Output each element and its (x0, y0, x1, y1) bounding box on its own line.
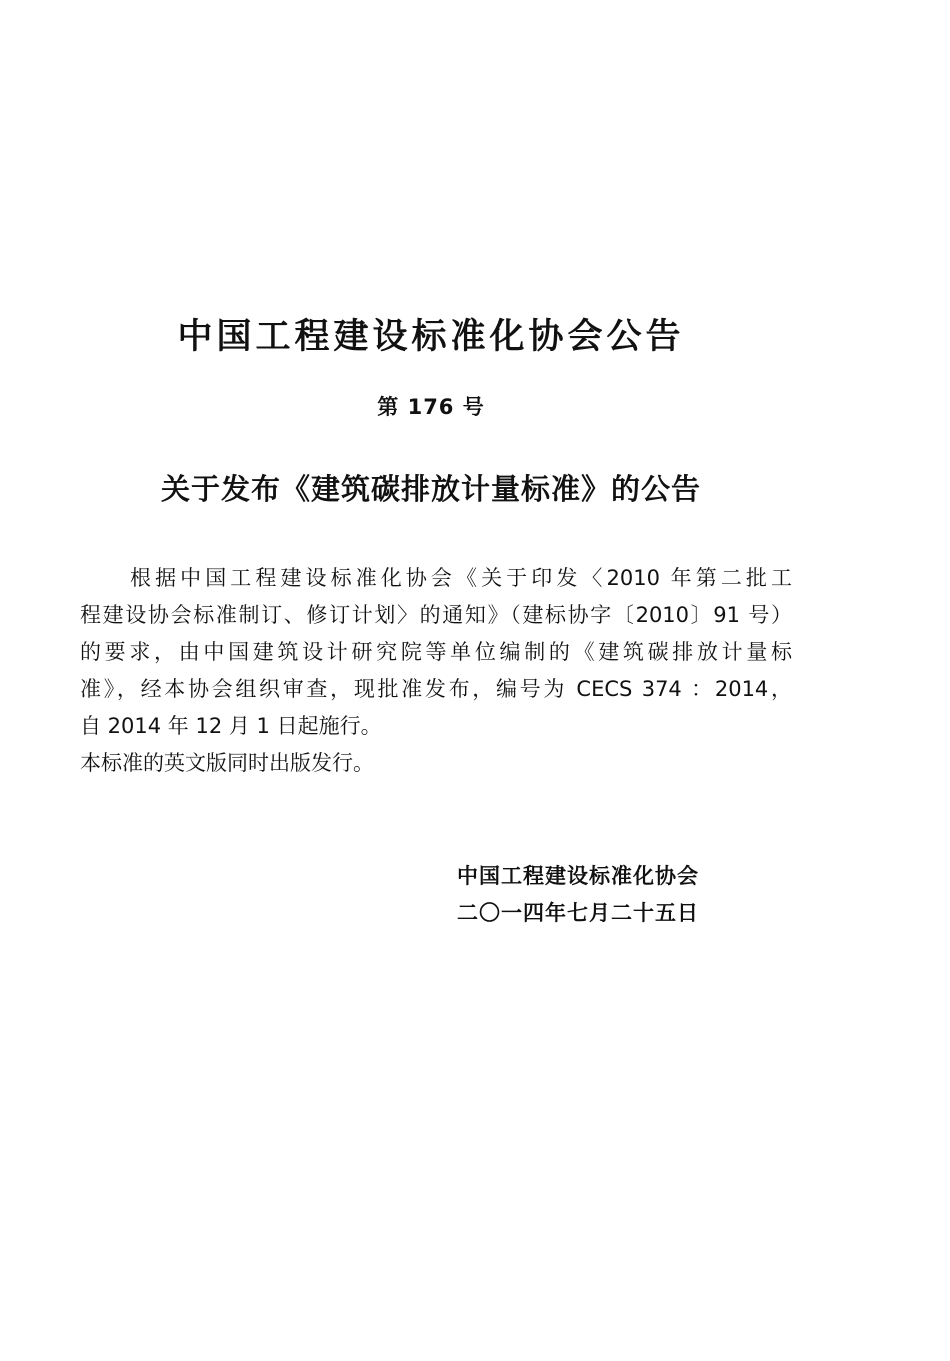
body-paragraph-2: 本标准的英文版同时出版发行。 (80, 751, 374, 775)
org-title: 中国工程建设标准化协会公告 (177, 317, 685, 357)
body-line: 的要求，由中国建筑设计研究院等单位编制的《建筑碳排放计量标 (80, 640, 792, 664)
body-line: 根据中国工程建设标准化协会《关于印发〈2010 年第二批工 (130, 566, 792, 590)
body-line: 准》，经本协会组织审查，现批准发布，编号为 CECS 374 ：2014， (80, 677, 792, 701)
issue-date: 二〇一四年七月二十五日 (457, 901, 699, 925)
issuer-name: 中国工程建设标准化协会 (457, 864, 699, 888)
announcement-body (80, 560, 792, 782)
body-line: 自 2014 年 12 月 1 日起施行。 (80, 714, 382, 738)
announcement-number: 第 176 号 (377, 395, 485, 419)
signature-block (457, 858, 757, 932)
body-paragraph-1 (80, 560, 792, 745)
body-line: 程建设协会标准制订、修订计划〉的通知》（建标协字〔2010〕91 号） (80, 603, 792, 627)
announcement-subject: 关于发布《建筑碳排放计量标准》的公告 (160, 472, 701, 506)
